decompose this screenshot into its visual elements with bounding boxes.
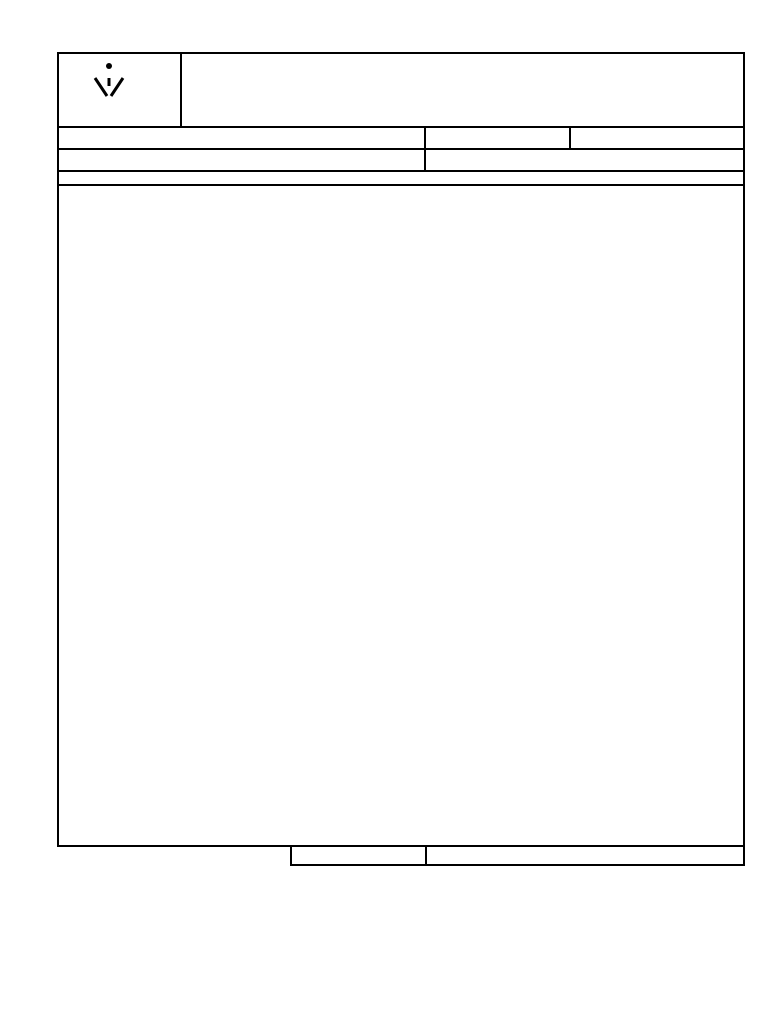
- divider: [57, 126, 745, 128]
- logo-divider: [180, 52, 182, 128]
- total-signature-cell[interactable]: [425, 845, 745, 866]
- divider: [57, 184, 745, 186]
- field-divider: [424, 126, 426, 170]
- sena-logo-icon: [82, 60, 138, 100]
- field-divider: [569, 126, 571, 148]
- sena-logo: [82, 60, 138, 100]
- divider: [57, 170, 745, 172]
- divider: [57, 148, 745, 150]
- total-horas-cell[interactable]: [290, 845, 427, 866]
